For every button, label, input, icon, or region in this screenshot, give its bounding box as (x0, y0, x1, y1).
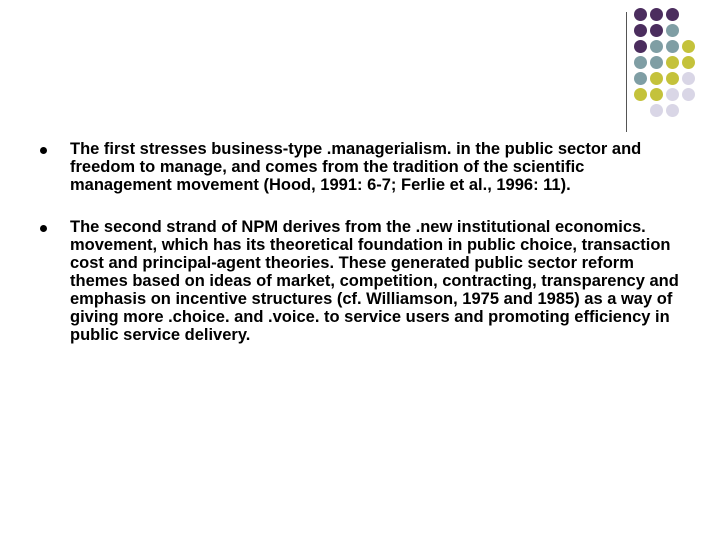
decorative-dot (650, 8, 663, 21)
bullet-text: The second strand of NPM derives from the .new institutional economics. movement, which has its theoretical foundation in public choice, transaction cost and principal-agent theories. These generated public sector reform themes based on ideas of market, competition, contracting, transparency and emphasis on incentive structures (cf. Williamson, 1975 and 1985) as a way of giving more .choice. and .voice. to service users and promoting efficiency in public service delivery. (70, 218, 679, 344)
decorative-dot (634, 40, 647, 53)
slide-content (40, 140, 690, 344)
bullet-dot-icon (40, 147, 47, 154)
decorative-dot (666, 56, 679, 69)
decorative-dot (650, 40, 663, 53)
decorative-dot (666, 24, 679, 37)
decorative-dot (650, 24, 663, 37)
decorative-dot (634, 88, 647, 101)
decorative-dot (666, 40, 679, 53)
decorative-dot (682, 40, 695, 53)
decorative-dot (666, 8, 679, 21)
bullet-text: The first stresses business-type .managerialism. in the public sector and freedom to manage, and comes from the tradition of the scientific management movement (Hood, 1991: 6-7; Ferlie et al., 1996: 11). (70, 140, 642, 194)
bullet-item (40, 140, 690, 194)
decorative-dot (666, 104, 679, 117)
decorative-dot (682, 56, 695, 69)
decorative-dot (682, 88, 695, 101)
bullet-item (40, 218, 690, 344)
decorative-dot (666, 88, 679, 101)
decorative-dot (650, 72, 663, 85)
decorative-dot (650, 88, 663, 101)
decorative-dot (682, 72, 695, 85)
decorative-dot (650, 56, 663, 69)
dot-grid-decoration (622, 8, 720, 134)
decorative-dot (650, 104, 663, 117)
decorative-dot (634, 8, 647, 21)
decorative-dot (634, 24, 647, 37)
decorative-dot (634, 72, 647, 85)
decorative-dot (666, 72, 679, 85)
decorative-dot (634, 56, 647, 69)
bullet-dot-icon (40, 225, 47, 232)
